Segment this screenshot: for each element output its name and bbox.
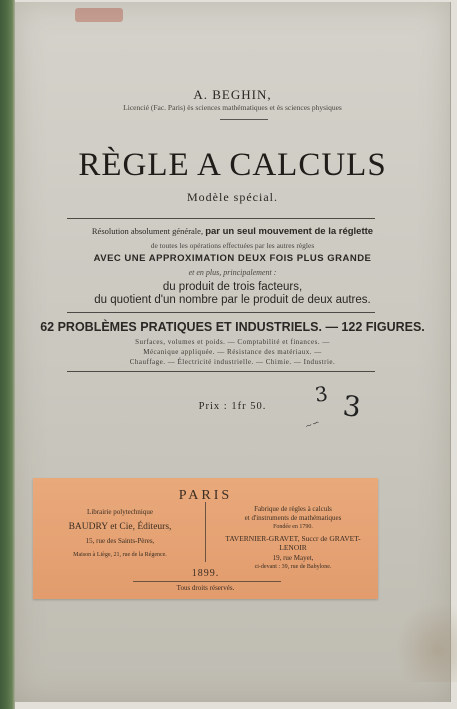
divider-short <box>220 119 268 120</box>
pencil-mark: 3 <box>313 381 330 407</box>
topics-line-1: Surfaces, volumes et poids. — Comptabilité et finances. — <box>135 338 330 346</box>
topics-line-3: Chauffage. — Électricité industrielle. — Chimie. — Industrie. <box>129 358 336 366</box>
manufacturer-name: TAVERNIER-GRAVET, Succr de GRAVET-LENOIR <box>225 534 361 552</box>
divider-rule <box>67 371 375 372</box>
corner-stain <box>395 602 457 682</box>
topics-line-2: Mécanique appliquée. — Résistance des matériaux. — <box>143 348 322 356</box>
resolution-line-4: et en plus, principalement : <box>188 268 277 277</box>
book-subtitle: Modèle spécial. <box>187 190 278 204</box>
rights-notice: Tous droits réservés. <box>176 584 235 592</box>
resolution-line-2: de toutes les opérations effectuées par les autres règles <box>150 241 315 250</box>
label-divider <box>205 502 206 562</box>
divider-rule <box>133 581 281 582</box>
manufacturer-former-address: ci-devant : 39, rue de Babylone. <box>254 564 332 570</box>
resolution-lead: Résolution absolument générale, <box>91 226 204 236</box>
divider-rule <box>67 312 375 313</box>
resolution-line-6: du quotient d'un nombre par le produit de deux autres. <box>94 294 371 306</box>
green-spine <box>0 0 15 709</box>
manufacturer-block <box>213 505 373 572</box>
resolution-line-3: AVEC UNE APPROXIMATION DEUX FOIS PLUS GRANDE <box>93 253 372 264</box>
manufacturer-address: 19, rue Mayet, <box>272 554 314 562</box>
price: Prix : 1fr 50. <box>198 401 267 412</box>
publisher-line-1: Librairie polytechnique <box>87 508 153 516</box>
manufacturer-line-1: Fabrique de règles à calculs <box>254 505 332 513</box>
author-name: A. BEGHIN, <box>193 87 272 102</box>
pencil-mark: 3 <box>341 389 363 424</box>
red-stain <box>75 8 123 22</box>
publisher-address: 15, rue des Saints-Pères, <box>85 537 155 545</box>
author-credentials: Licencié (Fac. Paris) ès sciences mathématiques et ès sciences physiques <box>123 103 342 112</box>
book-title: RÈGLE A CALCULS <box>78 147 387 183</box>
publisher-label <box>33 478 378 599</box>
publisher-block <box>39 508 201 560</box>
problems-heading: 62 PROBLÈMES PRATIQUES ET INDUSTRIELS. — 122 FIGURES. <box>40 320 425 334</box>
divider-rule <box>67 218 375 219</box>
resolution-line-1 <box>15 226 450 237</box>
pencil-scribble: ∼∽ <box>303 417 322 433</box>
label-city: PARIS <box>178 488 233 503</box>
resolution-bold: par un seul mouvement de la réglette <box>205 226 374 237</box>
publisher-name: BAUDRY et Cie, Éditeurs, <box>68 522 172 532</box>
publication-year: 1899. <box>191 568 220 579</box>
publisher-branch: Maison à Liège, 21, rue de la Régence. <box>73 552 167 558</box>
resolution-line-5: du produit de trois facteurs, <box>162 281 303 293</box>
manufacturer-founded: Fondée en 1790. <box>273 524 313 530</box>
manufacturer-line-2: et d'instruments de mathématiques <box>244 514 342 522</box>
